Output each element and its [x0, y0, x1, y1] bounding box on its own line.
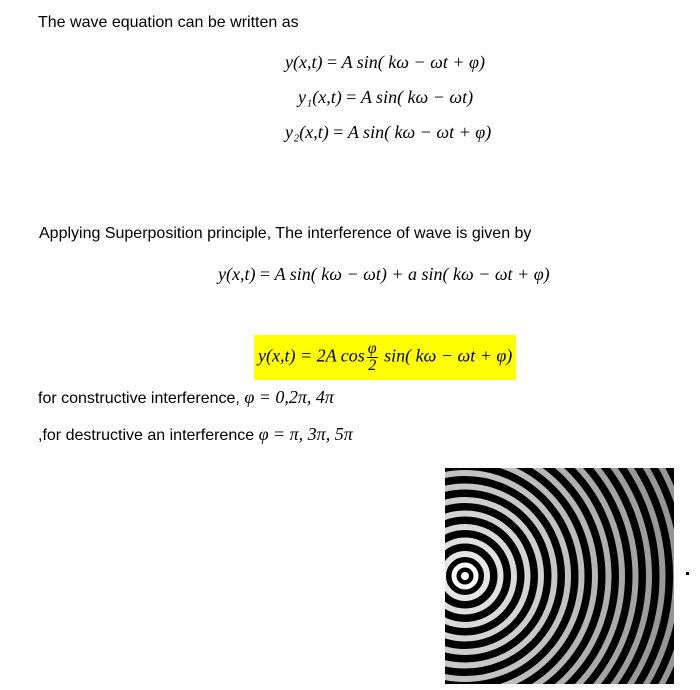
stray-dot — [686, 572, 689, 575]
equation-rhs: A sin( kω − ωt + φ) — [347, 122, 492, 142]
phi-over-two-fraction — [367, 341, 378, 374]
ring-center — [461, 572, 469, 580]
constructive-values: φ = 0,2π, 4π — [244, 387, 334, 407]
intro-text: The wave equation can be written as — [38, 14, 299, 31]
constructive-text: for constructive interference, — [38, 390, 245, 407]
destructive-values: φ = π, 3π, 5π — [258, 424, 353, 444]
destructive-text: ,for destructive an interference — [38, 427, 259, 444]
equation-lhs: y(x,t) — [218, 264, 256, 284]
equation-lhs: y(x,t) — [285, 52, 323, 72]
fraction-numerator: φ — [367, 340, 377, 357]
destructive-line — [38, 424, 353, 445]
superposition-text: Applying Superposition principle, The interference of wave is given by — [39, 225, 532, 242]
fraction-denominator: 2 — [368, 357, 377, 374]
interference-rings-image — [445, 468, 674, 684]
equation-lhs: y₂(x,t) — [285, 122, 329, 142]
wave-equation-y2: y₂(x,t) = A sin( kω − ωt + φ) — [285, 122, 492, 142]
equation-rhs: A sin( kω − ωt + φ) — [341, 52, 485, 72]
constructive-line — [38, 387, 334, 408]
superposition-equation: y(x,t) = A sin( kω − ωt) + a sin( kω − ωt + φ) — [218, 264, 550, 284]
result-rhs: sin( kω − ωt + φ) — [384, 345, 513, 366]
equation-rhs: A sin( kω − ωt) — [360, 87, 474, 107]
result-lhs: y(x,t) = 2A cos — [258, 345, 365, 366]
wave-equation-y1: y₁(x,t) = A sin( kω − ωt) — [298, 87, 474, 107]
equation-rhs: A sin( kω − ωt) + a sin( kω − ωt + φ) — [274, 264, 550, 284]
result-equation-highlighted — [254, 335, 516, 380]
wave-equation-general: y(x,t) = A sin( kω − ωt + φ) — [285, 52, 485, 72]
equation-lhs: y₁(x,t) — [298, 87, 342, 107]
